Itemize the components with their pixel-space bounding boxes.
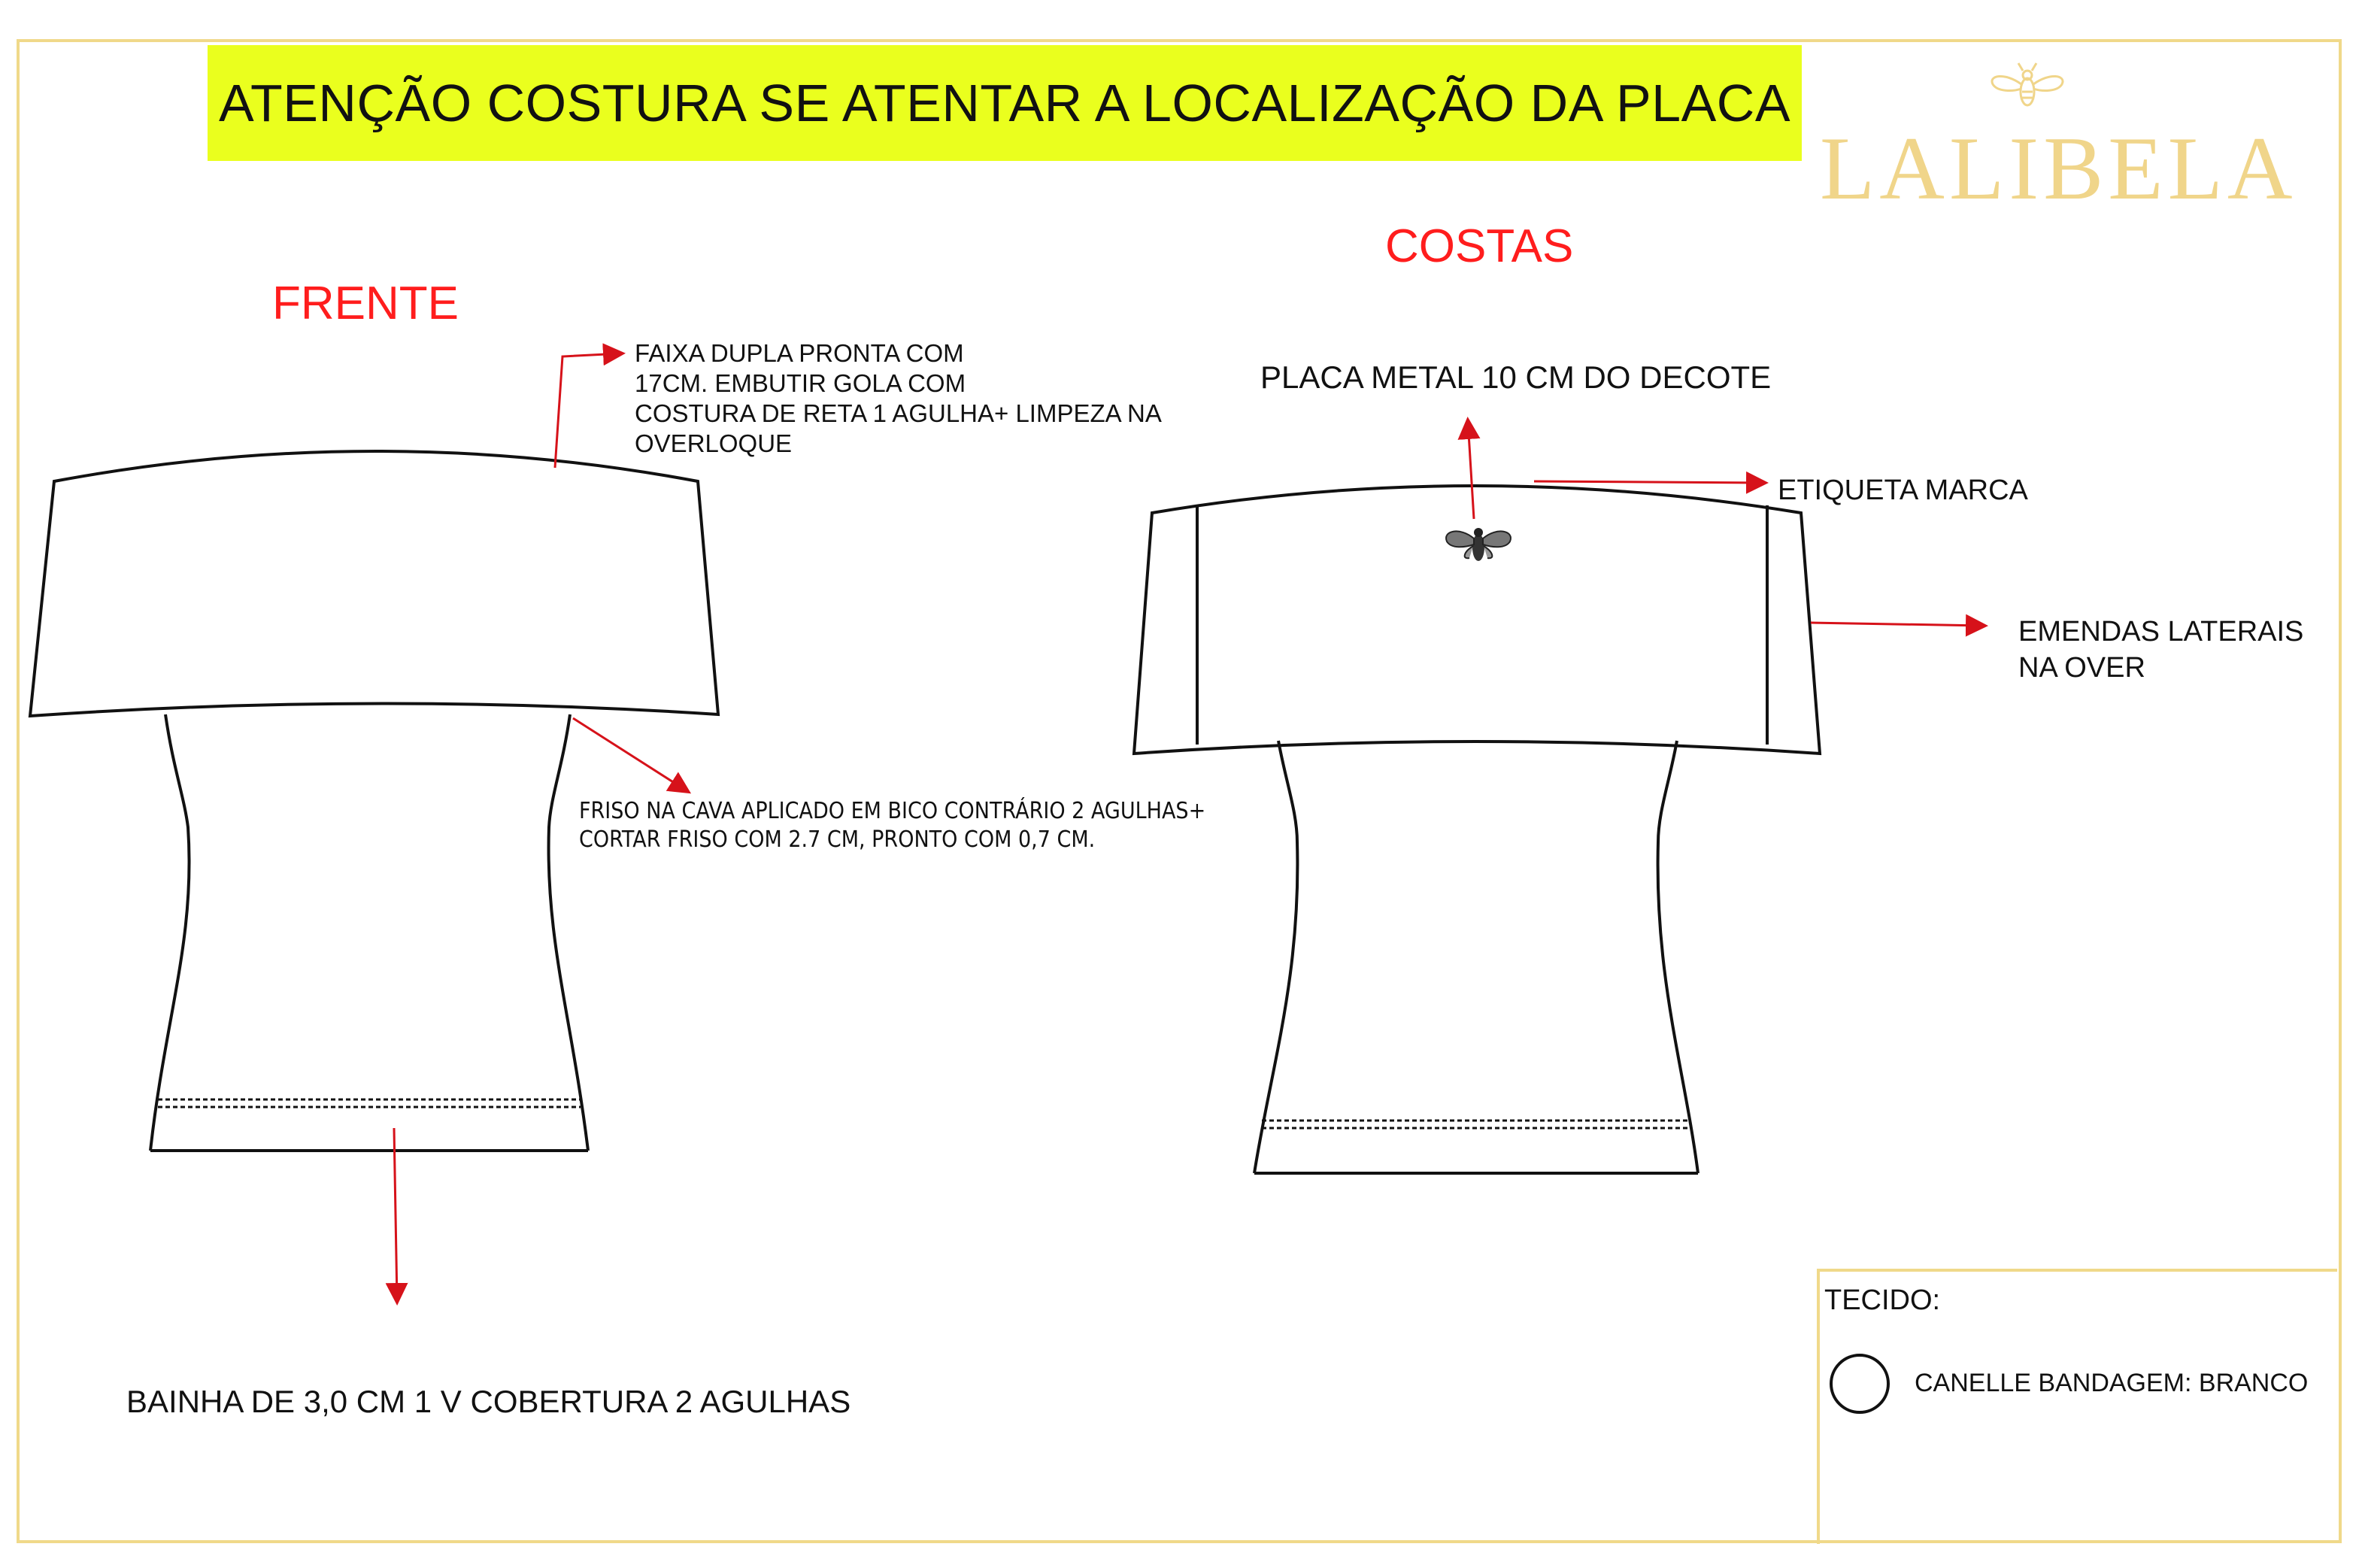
brand-logo: LALIBELA [1820, 118, 2297, 218]
fabric-label: TECIDO: [1824, 1284, 1941, 1316]
note-plate: PLACA METAL 10 CM DO DECOTE [1260, 359, 1772, 395]
back-body-left [1254, 741, 1297, 1173]
back-waistband [1134, 486, 1820, 754]
arrow-hem [394, 1128, 397, 1301]
fabric-swatch [1830, 1354, 1890, 1414]
front-waistband [30, 451, 718, 716]
front-title: FRENTE [272, 278, 459, 329]
arrow-seams [1811, 623, 1984, 626]
arrow-label [1534, 481, 1764, 483]
back-title: COSTAS [1385, 220, 1574, 272]
back-body-right [1658, 741, 1698, 1173]
note-waistband: FAIXA DUPLA PRONTA COM 17CM. EMBUTIR GOLA COM COSTURA DE RETA 1 AGULHA+ LIMPEZA NA OVERLOQUE [635, 339, 1162, 457]
note-hem: BAINHA DE 3,0 CM 1 V COBERTURA 2 AGULHAS [126, 1384, 851, 1419]
warning-banner-text: ATENÇÃO COSTURA SE ATENTAR A LOCALIZAÇÃO DA PLACA [218, 74, 1791, 132]
back-garment [1134, 486, 1820, 1173]
note-seams: EMENDAS LATERAIS NA OVER [2018, 616, 2304, 684]
front-body-left [150, 714, 190, 1151]
front-body-right [549, 714, 588, 1151]
arrow-waistband [555, 353, 621, 468]
note-label: ETIQUETA MARCA [1778, 475, 2028, 506]
fabric-value: CANELLE BANDAGEM: BRANCO [1915, 1369, 2309, 1397]
arrow-armhole [573, 718, 687, 791]
note-armhole: FRISO NA CAVA APLICADO EM BICO CONTRÁRIO 2 AGULHAS+ CORTAR FRISO COM 2.7 CM, PRONTO COM 0,7 CM. [579, 798, 1206, 853]
